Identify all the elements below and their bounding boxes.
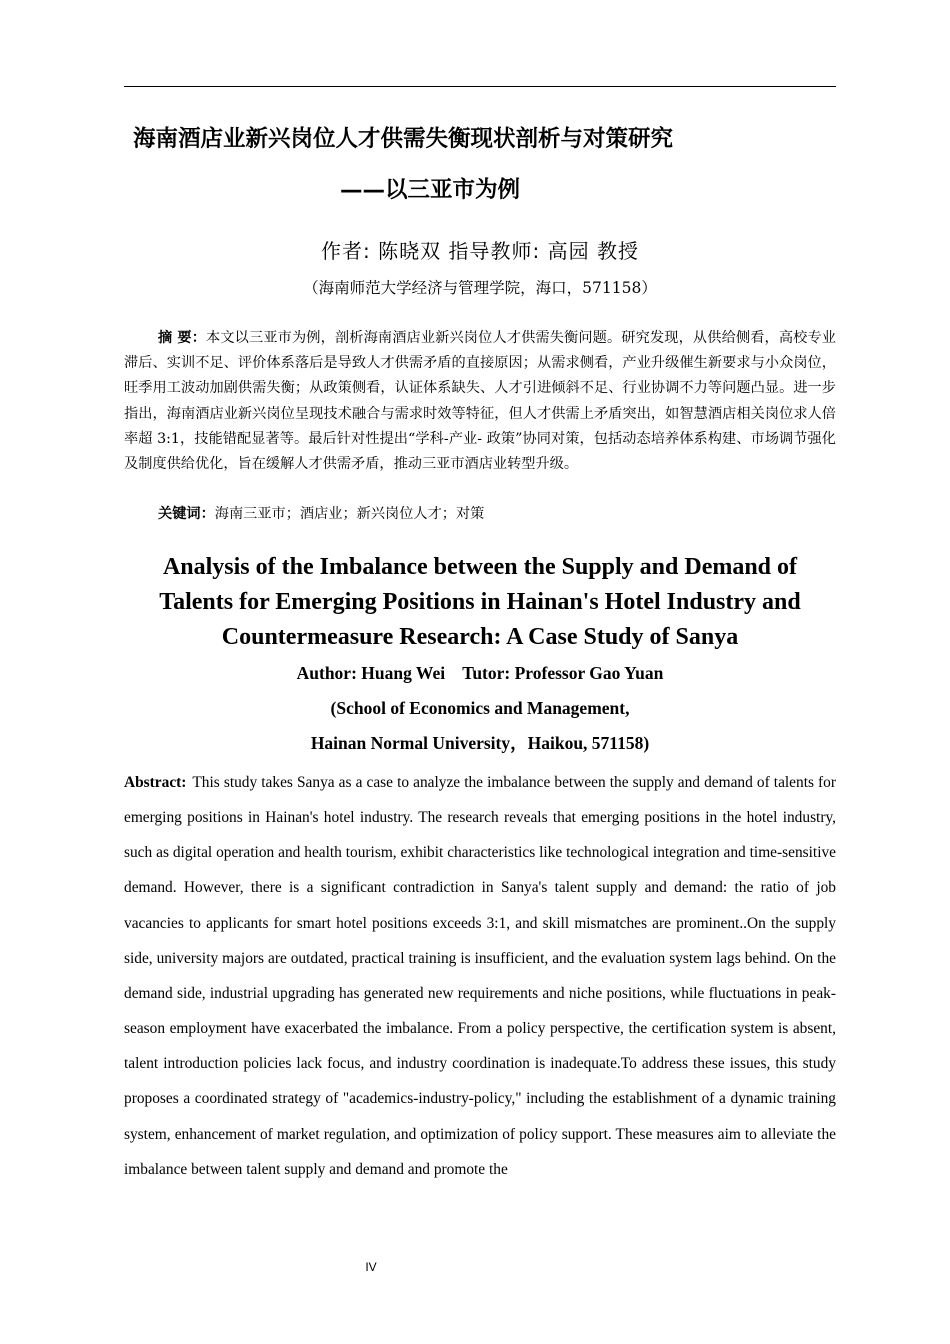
english-abstract: [124, 765, 836, 1187]
chinese-keywords: [158, 502, 836, 527]
chinese-title-line1: 海南酒店业新兴岗位人才供需失衡现状剖析与对策研究: [133, 126, 674, 152]
page-number: IV: [365, 1260, 377, 1274]
chinese-author-line: 作者: 陈晓双 指导教师: 高园 教授: [321, 239, 639, 263]
english-author-line: Author: Huang Wei Tutor: Professor Gao Yuan: [296, 663, 664, 683]
chinese-keywords-text: 海南三亚市；酒店业；新兴岗位人才；对策: [214, 506, 485, 522]
header-rule: [124, 86, 836, 87]
chinese-keywords-label: 关键词：: [158, 506, 215, 522]
english-affiliation-line1: (School of Economics and Management,: [330, 698, 630, 718]
english-abstract-text: This study takes Sanya as a case to analyze the imbalance between the supply and demand of talents for emerging positions in Hainan's hotel industry. The research reveals that emerging positions in the hotel industry, such as digital operation and health tourism, exhibit characteristics like technological integration and time-sensitive demand. However, there is a significant contradiction in Sanya's talent supply and demand: the ratio of job vacancies to applicants for smart hotel positions exceeds 3:1, and skill mismatches are prominent..On the supply side, university majors are outdated, practical training is insufficient, and the evaluation system lags behind. On the demand side, industrial upgrading has generated new requirements and niche positions, while fluctuations in peak-season employment have exacerbated the imbalance. From a policy perspective, the certification system is absent, talent introduction policies lack focus, and industry coordination is inadequate.To address these issues, this study proposes a coordinated strategy of "academics-industry-policy," including the establishment of a dynamic training system, enhancement of market regulation, and optimization of policy support. These measures aim to alleviate the imbalance between talent supply and demand and promote the: [124, 774, 836, 1178]
english-abstract-label: Abstract:: [124, 774, 187, 791]
chinese-abstract-label: 摘 要：: [158, 330, 207, 346]
chinese-abstract: [124, 326, 836, 477]
english-affiliation-line2: Hainan Normal University，Haikou, 571158): [310, 733, 650, 753]
chinese-abstract-text: 本文以三亚市为例，剖析海南酒店业新兴岗位人才供需失衡问题。研究发现，从供给侧看，高校专业滞后、实训不足、评价体系落后是导致人才供需矛盾的直接原因；从需求侧看，产业升级催生新要求与小众岗位，旺季用工波动加剧供需失衡；从政策侧看，认证体系缺失、人才引进倾斜不足、行业协调不力等问题凸显。进一步指出，海南酒店业新兴岗位呈现技术融合与需求时效等特征，但人才供需上矛盾突出，如智慧酒店相关岗位求人倍率超 3:1，技能错配显著等。最后针对性提出“学科-产业- 政策”协同对策，包括动态培养体系构建、市场调节强化及制度供给优化，旨在缓解人才供需矛盾，推动三亚市酒店业转型升级。: [124, 330, 836, 473]
chinese-title-line2: ——以三亚市为例: [340, 177, 521, 203]
english-title: Analysis of the Imbalance between the Supply and Demand of Talents for Emerging Positions in Hainan's Hotel Industry and Countermeasure Research: A Case Study of Sanya: [159, 554, 801, 650]
chinese-affiliation: （海南师范大学经济与管理学院，海口，571158）: [303, 279, 657, 297]
